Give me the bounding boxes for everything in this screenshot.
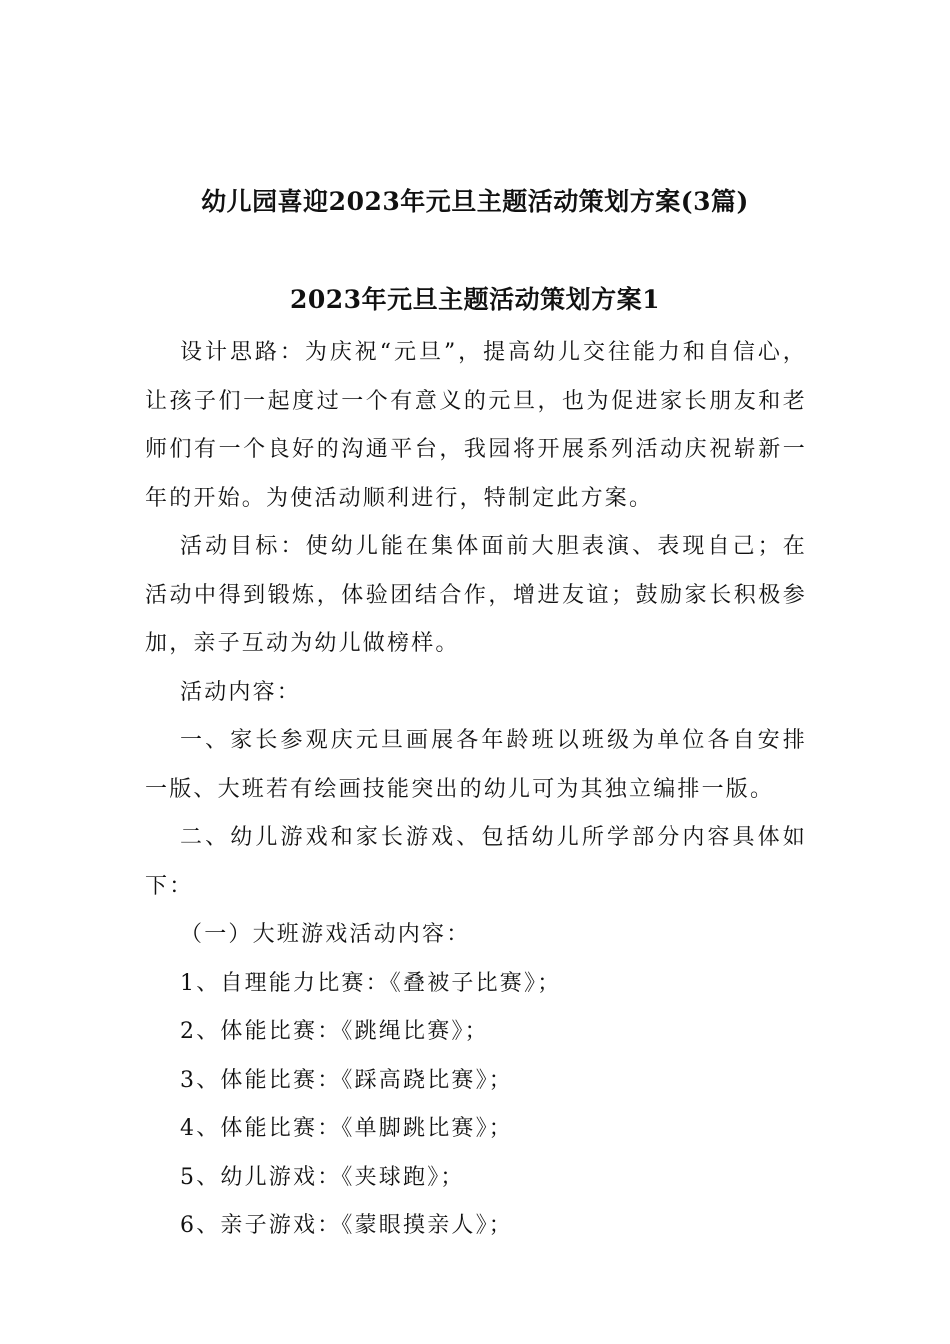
paragraph-design-idea: 设计思路：为庆祝“元旦”，提高幼儿交往能力和自信心，让孩子们一起度过一个有意义的元旦，也为促进家长朋友和老师们有一个良好的沟通平台，我园将开展系列活动庆祝崭新一年的开始。为使活动顺利进行，特制定此方案。 — [145, 340, 807, 511]
document-body — [145, 329, 807, 1251]
paragraph-item-one: 一、家长参观庆元旦画展各年龄班以班级为单位各自安排一版、大班若有绘画技能突出的幼儿可为其独立编排一版。 — [145, 728, 807, 802]
list-item: 6、亲子游戏：《蒙眼摸亲人》； — [180, 1213, 513, 1238]
paragraph-item-two: 二、幼儿游戏和家长游戏、包括幼儿所学部分内容具体如下： — [145, 825, 807, 899]
paragraph-subheading-big-class: （一）大班游戏活动内容： — [180, 922, 471, 947]
document-title: 幼儿园喜迎2023年元旦主题活动策划方案(3篇) — [201, 187, 749, 216]
paragraph-activity-content-heading: 活动内容： — [180, 679, 302, 705]
list-item: 2、体能比赛：《跳绳比赛》； — [180, 1019, 489, 1044]
section-title: 2023年元旦主题活动策划方案1 — [290, 285, 660, 314]
list-item: 3、体能比赛：《踩高跷比赛》； — [180, 1067, 513, 1093]
list-item: 5、幼儿游戏：《夹球跑》； — [180, 1164, 465, 1190]
list-item: 4、体能比赛：《单脚跳比赛》； — [180, 1116, 513, 1141]
paragraph-activity-goal: 活动目标：使幼儿能在集体面前大胆表演、表现自己；在活动中得到锻炼，体验团结合作，增进友谊；鼓励家长积极参加，亲子互动为幼儿做榜样。 — [145, 534, 807, 656]
list-item: 1、自理能力比赛：《叠被子比赛》； — [180, 970, 562, 996]
